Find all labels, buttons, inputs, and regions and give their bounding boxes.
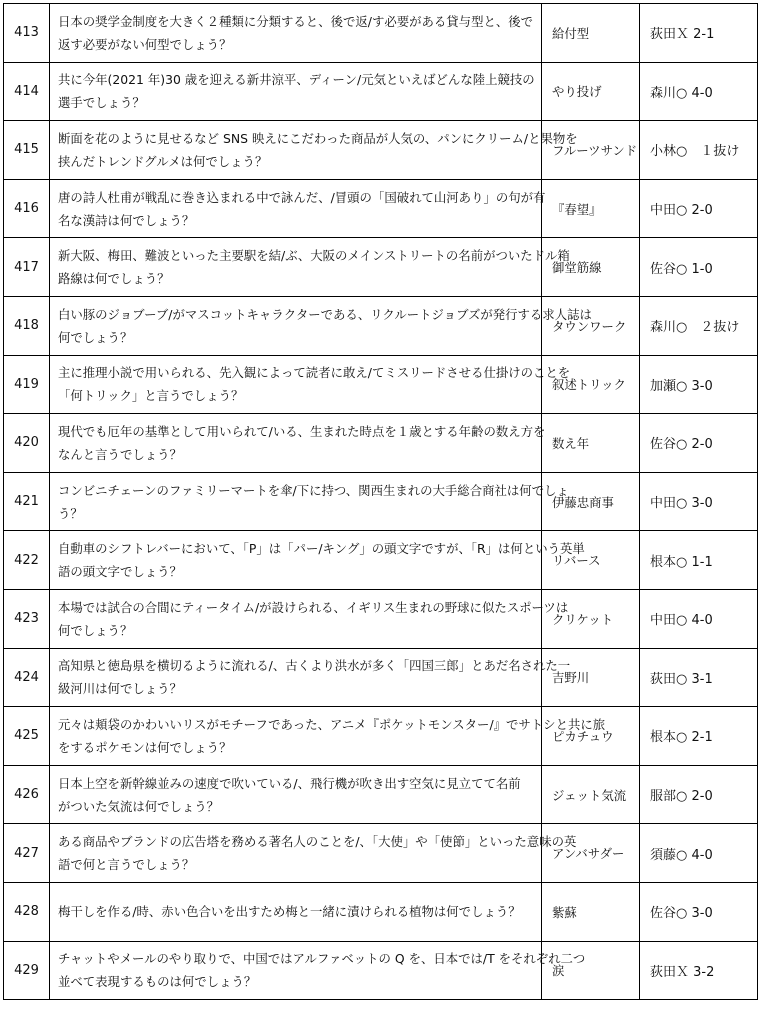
quiz-table-body: [4, 4, 758, 1000]
question-line: 何でしょう？: [58, 329, 133, 345]
question-text: [50, 824, 577, 883]
question-text: [50, 414, 546, 473]
question-line: 挟んだトレンドグルメは何でしょう？: [58, 153, 268, 169]
question-line: 名な漢詩は何でしょう？: [58, 212, 195, 228]
question-number: 420: [4, 414, 50, 473]
question-text: [50, 941, 586, 1000]
question-line: 本場では試合の合間にティータイム/が設けられる、イギリス生まれの野球に似たスポーツは: [58, 599, 569, 615]
table-row: [4, 765, 758, 824]
result-cell: 中田○ 3-0: [640, 472, 758, 531]
question-line: 唐の詩人杜甫が戦乱に巻き込まれる中で詠んだ、/冒頭の「国破れて山河あり」の句が有: [58, 189, 546, 205]
table-row: [4, 472, 758, 531]
result-cell: 中田○ 2-0: [640, 179, 758, 238]
quiz-table: [3, 3, 758, 1000]
answer-cell: リバース: [542, 531, 640, 590]
answer-cell: アンバサダー: [542, 824, 640, 883]
answer-cell: ピカチュウ: [542, 707, 640, 766]
question-line: 並べて表現するものは何でしょう？: [58, 974, 257, 990]
question-line: 断面を花のように見せるなど SNS 映えにこだわった商品が人気の、パンにクリーム/と果物を: [58, 130, 578, 146]
table-row: [4, 882, 758, 941]
question-text: [50, 4, 542, 63]
result-cell: 佐谷○ 3-0: [640, 882, 758, 941]
question-number: 424: [4, 648, 50, 707]
question-text: [50, 355, 571, 414]
question-line: 梅干しを作る/時、赤い色合いを出すため梅と一緒に漬けられる植物は何でしょう？: [58, 904, 521, 920]
answer-cell: やり投げ: [542, 62, 640, 121]
question-line: 元々は頬袋のかわいいリスがモチーフであった、アニメ『ポケットモンスター/』でサトシと共に旅: [58, 716, 606, 732]
answer-cell: 紫蘇: [542, 882, 640, 941]
answer-cell: タウンワーク: [542, 296, 640, 355]
question-text: [50, 472, 569, 531]
question-line: 級河川は何でしょう？: [58, 681, 182, 697]
question-text: [50, 179, 546, 238]
table-row: [4, 824, 758, 883]
table-row: [4, 4, 758, 63]
question-text: [50, 121, 578, 180]
question-text: [50, 62, 542, 121]
question-number: 421: [4, 472, 50, 531]
question-line: 「何トリック」と言うでしょう？: [58, 388, 244, 404]
question-number: 416: [4, 179, 50, 238]
question-line: 新大阪、梅田、難波といった主要駅を結/ぶ、大阪のメインストリートの名前がついたドル箱: [58, 248, 570, 264]
question-number: 427: [4, 824, 50, 883]
table-row: [4, 179, 758, 238]
question-text: [50, 238, 570, 297]
answer-cell: 涙: [542, 941, 640, 1000]
result-cell: 中田○ 4-0: [640, 589, 758, 648]
table-row: [4, 121, 758, 180]
result-cell: 須藤○ 4-0: [640, 824, 758, 883]
question-number: 413: [4, 4, 50, 63]
answer-cell: 叙述トリック: [542, 355, 640, 414]
question-line: 高知県と徳島県を横切るように流れる/、古くより洪水が多く「四国三郎」とあだ名された一: [58, 658, 571, 674]
question-text: [50, 765, 542, 824]
question-line: 何でしょう？: [58, 622, 133, 638]
question-line: がついた気流は何でしょう？: [58, 798, 220, 814]
question-line: をするポケモンは何でしょう？: [58, 739, 232, 755]
result-cell: 森川○ 4-0: [640, 62, 758, 121]
question-line: 白い豚のジョブーブ/がマスコットキャラクターである、リクルートジョブズが発行する求人誌は: [58, 306, 592, 322]
result-cell: 佐谷○ 1-0: [640, 238, 758, 297]
table-row: [4, 531, 758, 590]
question-line: 返す必要がない何型でしょう？: [58, 36, 232, 52]
result-cell: 森川○ ２抜け: [640, 296, 758, 355]
answer-cell: クリケット: [542, 589, 640, 648]
question-line: 日本上空を新幹線並みの速度で吹いている/、飛行機が吹き出す空気に見立てて名前: [58, 775, 521, 791]
answer-cell: 伊藤忠商事: [542, 472, 640, 531]
table-row: [4, 238, 758, 297]
question-line: チャットやメールのやり取りで、中国ではアルファベットの Q を、日本では/T をそれぞれ二つ: [58, 951, 586, 967]
question-line: 語で何と言うでしょう？: [58, 857, 195, 873]
result-cell: 加瀬○ 3-0: [640, 355, 758, 414]
question-line: 主に推理小説で用いられる、先入観によって読者に敢え/てミスリードさせる仕掛けのことを: [58, 365, 571, 381]
table-row: [4, 355, 758, 414]
answer-cell: ジェット気流: [542, 765, 640, 824]
result-cell: 根本○ 2-1: [640, 707, 758, 766]
question-number: 426: [4, 765, 50, 824]
question-line: 現代でも厄年の基準として用いられて/いる、生まれた時点を１歳とする年齢の数え方を: [58, 423, 546, 439]
result-cell: 小林○ １抜け: [640, 121, 758, 180]
question-line: なんと言うでしょう？: [58, 446, 182, 462]
question-line: 共に今年(2021 年)30 歳を迎える新井涼平、ディーン/元気といえばどんな陸上競技の: [58, 72, 535, 88]
question-line: ある商品やブランドの広告塔を務める著名人のことを/、「大使」や「使節」といった意味の英: [58, 834, 577, 850]
result-cell: 荻田○ 3-1: [640, 648, 758, 707]
question-number: 429: [4, 941, 50, 1000]
result-cell: 服部○ 2-0: [640, 765, 758, 824]
table-row: [4, 707, 758, 766]
question-number: 425: [4, 707, 50, 766]
result-cell: 佐谷○ 2-0: [640, 414, 758, 473]
answer-cell: 御堂筋線: [542, 238, 640, 297]
answer-cell: 数え年: [542, 414, 640, 473]
question-line: コンビニチェーンのファミリーマートを傘/下に持つ、関西生まれの大手総合商社は何でしょ: [58, 482, 569, 498]
question-line: う？: [58, 505, 83, 521]
question-number: 415: [4, 121, 50, 180]
table-row: [4, 414, 758, 473]
question-number: 422: [4, 531, 50, 590]
question-line: 日本の奨学金制度を大きく２種類に分類すると、後で返/す必要がある貸与型と、後で: [58, 13, 534, 29]
answer-cell: 給付型: [542, 4, 640, 63]
question-text: [50, 589, 569, 648]
answer-cell: 『春望』: [542, 179, 640, 238]
result-cell: 根本○ 1-1: [640, 531, 758, 590]
table-row: [4, 62, 758, 121]
question-number: 414: [4, 62, 50, 121]
question-line: 自動車のシフトレバーにおいて、「P」は「パー/キング」の頭文字ですが、「R」は何という英単: [58, 541, 585, 557]
question-text: [50, 882, 542, 941]
question-number: 417: [4, 238, 50, 297]
table-row: [4, 589, 758, 648]
result-cell: 荻田Ｘ 3-2: [640, 941, 758, 1000]
question-number: 423: [4, 589, 50, 648]
answer-cell: フルーツサンド: [542, 121, 640, 180]
question-number: 418: [4, 296, 50, 355]
result-cell: 荻田Ｘ 2-1: [640, 4, 758, 63]
question-line: 選手でしょう？: [58, 95, 145, 111]
question-line: 路線は何でしょう？: [58, 271, 170, 287]
table-row: [4, 941, 758, 1000]
question-line: 語の頭文字でしょう？: [58, 564, 182, 580]
question-number: 428: [4, 882, 50, 941]
answer-cell: 吉野川: [542, 648, 640, 707]
question-number: 419: [4, 355, 50, 414]
table-row: [4, 296, 758, 355]
table-row: [4, 648, 758, 707]
